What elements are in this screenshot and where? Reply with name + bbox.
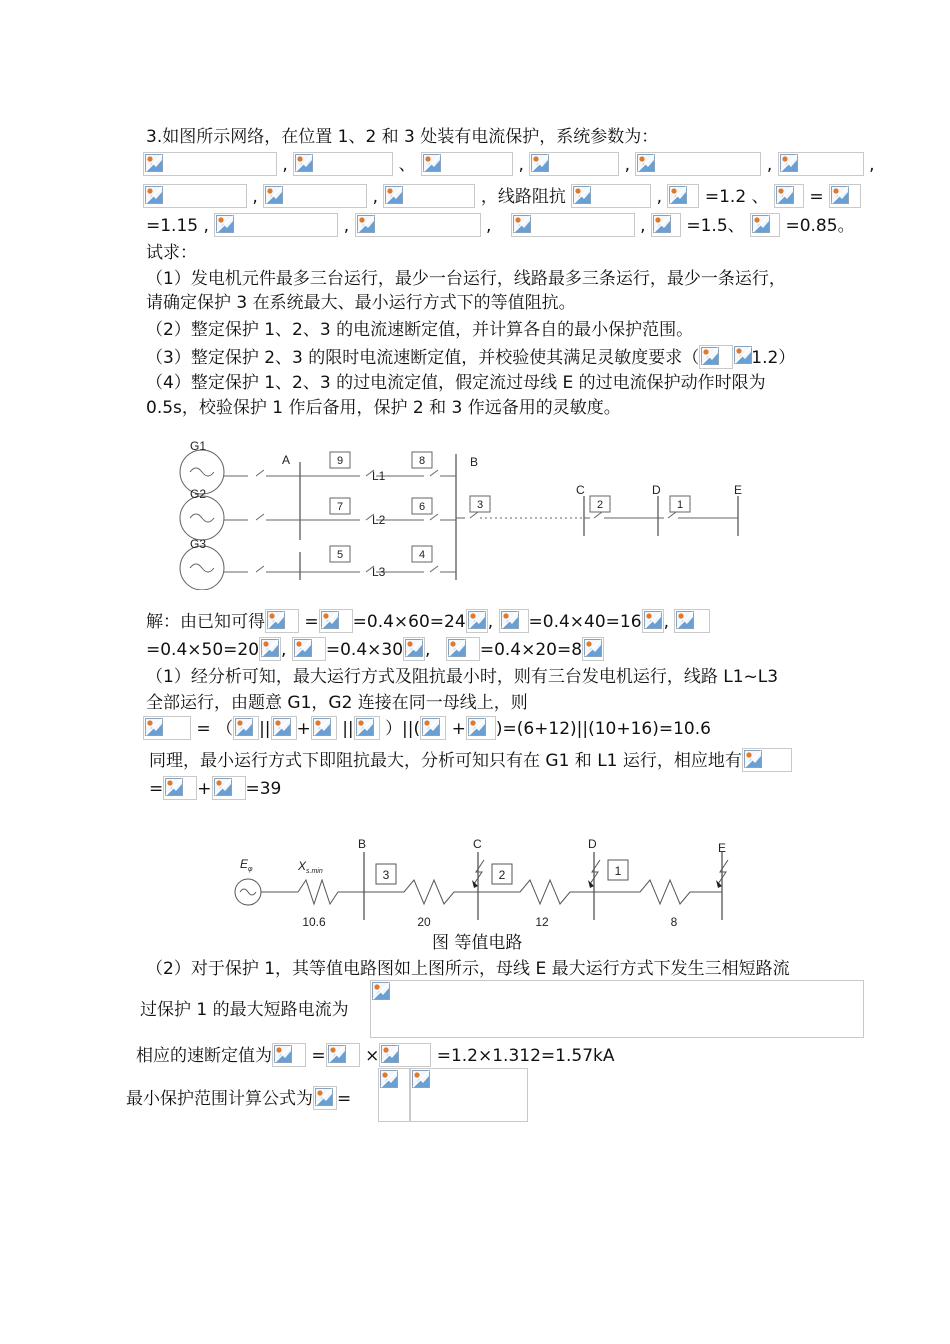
broken-image-icon [356, 718, 374, 736]
broken-image-icon [776, 186, 794, 204]
bus-label: D [652, 483, 661, 497]
part2-max-current-label: 过保护 1 的最大短路电流为 [140, 1000, 349, 1020]
setting-label: 相应的速断定值为 [136, 1046, 272, 1066]
question-1-line-2: 请确定保护 3 在系统最大、最小运行方式下的等值阻抗。 [146, 293, 576, 313]
breaker-number: 9 [336, 455, 344, 467]
broken-image-icon [165, 778, 183, 796]
broken-image-icon [676, 611, 694, 629]
fault-arrowhead-icon [716, 880, 722, 888]
broken-image-icon [573, 186, 591, 204]
bus-label: C [473, 837, 482, 851]
separator: , [281, 640, 287, 660]
formula-image [635, 152, 761, 176]
formula-image [272, 1043, 306, 1067]
formula-image [446, 637, 480, 661]
separator: , [425, 640, 431, 660]
broken-image-icon [513, 215, 531, 233]
impedance-value: 20 [417, 915, 431, 929]
separator: , [640, 216, 646, 236]
min-mode-text: 同理，最小运行方式下即阻抗最大，分析可知只有在 G1 和 L1 运行，相应地有 [149, 751, 742, 771]
equals-sign: = [149, 779, 164, 799]
line-impedance-label: ，线路阻抗 [480, 187, 566, 207]
equals-sign: = [304, 612, 319, 632]
formula-image [466, 716, 496, 740]
broken-image-icon [468, 718, 486, 736]
broken-image-icon [637, 154, 655, 172]
separator: , [624, 155, 631, 175]
formula-image [326, 1043, 360, 1067]
min-mode-line [149, 748, 792, 772]
result-text: =0.4×20=8 [479, 640, 583, 660]
coefficient-text: =1.15 , [146, 216, 209, 236]
separator: , [485, 216, 492, 236]
formula-image [511, 213, 635, 237]
equivalent-circuit-diagram [228, 830, 748, 930]
formula-image [214, 213, 338, 237]
broken-image-icon [267, 611, 285, 629]
param-line-1 [143, 152, 875, 176]
times-sign: × [365, 1046, 380, 1066]
line-label: L1 [372, 469, 386, 483]
equals-sign: = [196, 719, 211, 739]
breaker-number: 6 [418, 501, 426, 513]
broken-image-icon [734, 346, 752, 364]
formula-image [642, 609, 664, 633]
broken-image-icon [831, 186, 849, 204]
fault-arrow-icon [590, 860, 600, 884]
generator-label: G1 [190, 440, 207, 453]
broken-image-icon [380, 1070, 398, 1088]
formula-image [271, 716, 297, 740]
bus-label: D [588, 837, 597, 851]
question-2: （2）整定保护 1、2、3 的电流速断定值，并计算各自的最小保护范围。 [146, 320, 694, 340]
broken-image-icon [321, 611, 339, 629]
equals-sign: = [337, 1089, 352, 1109]
question-4-line-1: （4）整定保护 1、2、3 的过电流定值，假定流过母线 E 的过电流保护动作时限为 [146, 373, 766, 393]
part1-line-1: （1）经分析可知，最大运行方式及阻抗最小时，则有三台发电机运行，线路 L1~L3 [146, 667, 779, 687]
broken-image-icon [294, 639, 312, 657]
broken-image-icon [145, 718, 163, 736]
broken-image-icon [216, 215, 234, 233]
formula-image [383, 184, 475, 208]
broken-image-icon [752, 215, 770, 233]
breaker-number: 2 [596, 499, 604, 511]
equals-sign: = [311, 1046, 326, 1066]
solution-line-2 [146, 637, 604, 661]
part2-setting-line [136, 1043, 614, 1067]
formula-image [163, 776, 197, 800]
equals-sign: = [809, 187, 824, 207]
bus-label: E [718, 841, 727, 855]
formula-image [319, 609, 353, 633]
figure-caption: 图 等值电路 [432, 933, 523, 953]
bus-label: B [358, 837, 367, 851]
impedance-value: 12 [535, 915, 549, 929]
protection-number: 2 [498, 868, 506, 882]
solution-line-1 [146, 609, 710, 633]
separator: , [343, 216, 350, 236]
max-impedance-formula [143, 716, 711, 740]
formula-image [733, 345, 751, 369]
formula-image [420, 716, 446, 740]
formula-image [379, 1043, 431, 1067]
formula-image [143, 152, 277, 176]
broken-image-icon [448, 639, 466, 657]
formula-image [143, 716, 191, 740]
parallel-sign: || [259, 719, 271, 739]
broken-image-icon [501, 611, 519, 629]
impedance-value: 8 [670, 915, 678, 929]
impedance-value: 10.6 [302, 915, 326, 929]
formula-image [529, 152, 619, 176]
broken-image-icon [423, 154, 441, 172]
formula-image [750, 213, 780, 237]
protection-number: 3 [382, 868, 390, 882]
broken-image-icon [145, 154, 163, 172]
formula-image [582, 637, 604, 661]
broken-image-icon [405, 639, 423, 657]
broken-image-icon [273, 718, 291, 736]
formula-image [370, 980, 864, 1038]
separator: , [487, 612, 494, 632]
broken-image-icon [385, 186, 403, 204]
result-text: =39 [245, 779, 282, 799]
broken-image-icon [372, 982, 390, 1000]
breaker-number: 7 [336, 501, 344, 513]
broken-image-icon [412, 1070, 430, 1088]
fault-arrowhead-icon [472, 880, 478, 888]
formula-image [699, 345, 733, 369]
question-1-line-1: （1）发电机元件最多三台运行，最少一台运行，线路最多三条运行，最少一条运行， [146, 269, 786, 289]
formula-image [403, 637, 425, 661]
separator: , [372, 187, 379, 207]
broken-image-icon [701, 347, 719, 365]
plus-sign: + [197, 779, 212, 799]
question-3 [146, 345, 795, 369]
part2-min-range-line [126, 1086, 351, 1110]
separator: , [663, 612, 669, 632]
formula-image [410, 1068, 528, 1122]
separator: 、 [398, 155, 416, 175]
broken-image-icon [744, 750, 762, 768]
fault-arrow-icon [474, 860, 484, 884]
bus-label: A [282, 453, 291, 467]
breaker-number: 1 [676, 499, 684, 511]
part2-line-1: （2）对于保护 1，其等值电路图如上图所示，母线 E 最大运行方式下发生三相短路流 [146, 959, 790, 979]
formula-image [466, 609, 488, 633]
reactance-xs [298, 880, 364, 904]
bus-label: E [734, 483, 743, 497]
formula-image [651, 213, 681, 237]
formula-image [667, 184, 699, 208]
broken-image-icon [261, 639, 279, 657]
network-diagram [160, 440, 760, 590]
separator: , [518, 155, 524, 175]
broken-image-icon [381, 1045, 399, 1063]
result-text: =0.4×40=16 [528, 612, 642, 632]
broken-image-icon [644, 611, 662, 629]
part1-line-2: 全部运行，由题意 G1，G2 连接在同一母线上，则 [146, 693, 528, 713]
separator: , [656, 187, 663, 207]
broken-image-icon [265, 186, 283, 204]
separator: , [282, 155, 288, 175]
broken-image-icon [780, 154, 798, 172]
generator-label: G3 [190, 537, 207, 551]
param-line-2 [143, 184, 861, 208]
formula-image [571, 184, 651, 208]
broken-image-icon [274, 1045, 292, 1063]
fault-arrow-icon [718, 860, 728, 884]
formula-image [263, 184, 367, 208]
coefficient-text: =1.2 [704, 187, 747, 207]
coefficient-text: =1.5、 [686, 216, 745, 236]
result-text: =0.4×50=20 [146, 640, 260, 660]
formula-image [774, 184, 804, 208]
broken-image-icon [357, 215, 375, 233]
broken-image-icon [584, 639, 602, 657]
separator: , [252, 187, 258, 207]
broken-image-icon [145, 186, 163, 204]
min-range-label: 最小保护范围计算公式为 [126, 1089, 313, 1109]
question-3-text: （3）整定保护 2、3 的限时电流速断定值，并校验使其满足灵敏度要求（ [146, 348, 700, 368]
formula-image [829, 184, 861, 208]
line-label: L2 [372, 513, 386, 527]
breaker-number: 5 [336, 549, 344, 561]
problem-intro: 3.如图所示网络，在位置 1、2 和 3 处装有电流保护，系统参数为： [146, 127, 659, 147]
question-3-ratio: 1.2） [751, 348, 796, 368]
formula-image [378, 1068, 410, 1122]
line-label: L3 [372, 565, 386, 579]
broken-image-icon [328, 1045, 346, 1063]
formula-image [143, 184, 247, 208]
solution-intro: 解：由已知可得 [146, 612, 265, 632]
broken-image-icon [422, 718, 440, 736]
bus-label: C [576, 483, 585, 497]
question-4-line-2: 0.5s，校验保护 1 作后备用，保护 2 和 3 作远备用的灵敏度。 [146, 398, 621, 418]
broken-image-icon [313, 718, 331, 736]
separator: , [766, 155, 773, 175]
formula-image [421, 152, 513, 176]
broken-image-icon [214, 778, 232, 796]
separator: , [869, 155, 875, 175]
formula-image [499, 609, 529, 633]
formula-image [742, 748, 792, 772]
broken-image-icon [235, 718, 253, 736]
formula-image [259, 637, 281, 661]
formula-image [354, 716, 380, 740]
breaker-number: 3 [476, 499, 484, 511]
source-label: $E_\varphi$ [240, 857, 253, 873]
broken-image-icon [669, 186, 687, 204]
formula-image [292, 637, 326, 661]
result-text: =0.4×30 [325, 640, 404, 660]
broken-image-icon [315, 1088, 333, 1106]
formula-image [355, 213, 481, 237]
parallel-sign: || [342, 719, 354, 739]
breaker-number: 4 [418, 549, 426, 561]
result-text: =0.4×60=24 [352, 612, 466, 632]
fault-arrowhead-icon [588, 880, 594, 888]
plus-sign: + [451, 719, 466, 739]
result-text: )=(6+12)||(10+16)=10.6 [495, 719, 711, 739]
protection-number: 1 [614, 864, 622, 878]
plus-sign: + [296, 719, 311, 739]
broken-image-icon [531, 154, 549, 172]
param-line-3 [146, 213, 855, 237]
formula-image [265, 609, 299, 633]
result-text: =1.2×1.312=1.57kA [436, 1046, 615, 1066]
formula-image [293, 152, 393, 176]
formula-image [674, 609, 710, 633]
min-impedance-formula [149, 776, 281, 800]
reactance-de [594, 880, 722, 904]
separator: 、 [751, 187, 769, 207]
broken-image-icon [653, 215, 671, 233]
formula-image [313, 1086, 337, 1110]
broken-image-icon [295, 154, 313, 172]
broken-image-icon [468, 611, 486, 629]
formula-image [311, 716, 337, 740]
formula-image [233, 716, 259, 740]
formula-image [212, 776, 246, 800]
generator-label: G2 [190, 487, 207, 501]
bus-label: B [470, 455, 479, 469]
coefficient-text: =0.85。 [785, 216, 855, 236]
reactance-label: $X_{s.min}$ [298, 859, 323, 875]
ask-label: 试求： [146, 243, 197, 263]
paren: （ [216, 719, 234, 739]
paren: ）||( [385, 719, 421, 739]
formula-image [778, 152, 864, 176]
breaker-number: 8 [418, 455, 426, 467]
